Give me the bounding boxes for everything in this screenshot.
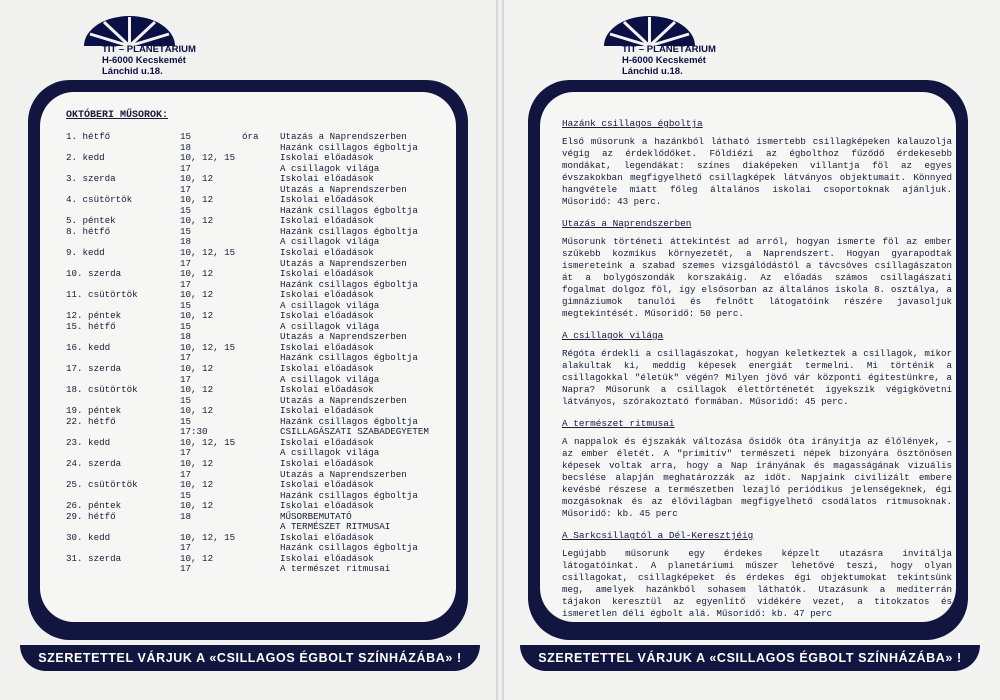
schedule-time: 10, 12 bbox=[180, 173, 214, 185]
article-title-3: A csillagok világa bbox=[562, 330, 664, 341]
schedule-frame bbox=[28, 80, 468, 640]
schedule-program: Iskolai előadások bbox=[280, 268, 374, 280]
schedule-time: 15 bbox=[180, 394, 192, 406]
schedule-program: Iskolai előadások bbox=[280, 310, 374, 322]
schedule-table bbox=[66, 132, 456, 575]
schedule-time: 18 bbox=[180, 331, 192, 343]
logo-line-2: H-6000 Kecskemét bbox=[102, 55, 186, 66]
schedule-time: 18 bbox=[180, 510, 192, 522]
schedule-time: 15 bbox=[180, 225, 192, 237]
schedule-program: Iskolai előadások bbox=[280, 552, 374, 564]
schedule-row bbox=[66, 427, 456, 438]
schedule-day: 26. péntek bbox=[66, 500, 122, 512]
schedule-row bbox=[66, 353, 456, 364]
schedule-row bbox=[66, 132, 456, 143]
schedule-row bbox=[66, 543, 456, 554]
schedule-row bbox=[66, 248, 456, 259]
schedule-day: 25. csütörtök bbox=[66, 479, 138, 491]
schedule-program: A TERMÉSZET RITMUSAI bbox=[280, 521, 391, 533]
schedule-program: Iskolai előadások bbox=[280, 173, 374, 185]
schedule-row bbox=[66, 459, 456, 470]
schedule-row bbox=[66, 332, 456, 343]
schedule-row bbox=[66, 237, 456, 248]
schedule-time: 10, 12, 15 bbox=[180, 436, 236, 448]
schedule-hour-label: óra bbox=[242, 131, 259, 142]
schedule-day: 23. kedd bbox=[66, 436, 111, 448]
schedule-day: 29. hétfő bbox=[66, 510, 116, 522]
schedule-program: A természet ritmusai bbox=[280, 563, 391, 575]
schedule-row bbox=[66, 259, 456, 270]
schedule-day: 18. csütörtök bbox=[66, 384, 138, 396]
schedule-day: 3. szerda bbox=[66, 173, 116, 185]
schedule-time: 17 bbox=[180, 373, 192, 385]
schedule-program: Iskolai előadások bbox=[280, 384, 374, 396]
schedule-time: 10, 12, 15 bbox=[180, 247, 236, 259]
schedule-program: CSILLAGÁSZATI SZABADEGYETEM bbox=[280, 426, 429, 438]
schedule-heading: OKTÓBERI MŰSOROK: bbox=[66, 110, 169, 121]
schedule-row bbox=[66, 438, 456, 449]
schedule-program: Iskolai előadások bbox=[280, 436, 374, 448]
schedule-time: 10, 12 bbox=[180, 384, 214, 396]
schedule-time: 15 bbox=[180, 204, 192, 216]
schedule-time: 17 bbox=[180, 542, 192, 554]
schedule-row bbox=[66, 164, 456, 175]
schedule-day: 9. kedd bbox=[66, 247, 105, 259]
schedule-row bbox=[66, 290, 456, 301]
schedule-program: Utazás a Naprendszerben bbox=[280, 257, 407, 269]
article-title-5: A Sarkcsillagtól a Dél-Keresztjéig bbox=[562, 530, 754, 541]
schedule-day: 12. péntek bbox=[66, 310, 122, 322]
logo-line-3: Lánchid u.18. bbox=[622, 66, 683, 77]
schedule-day: 19. péntek bbox=[66, 405, 122, 417]
descriptions-frame bbox=[528, 80, 968, 640]
article-title-1: Hazánk csillagos égboltja bbox=[562, 118, 703, 129]
schedule-day: 17. szerda bbox=[66, 363, 122, 375]
schedule-time: 17 bbox=[180, 257, 192, 269]
schedule-program: Hazánk csillagos égboltja bbox=[280, 204, 418, 216]
logo-line-2: H-6000 Kecskemét bbox=[622, 55, 706, 66]
schedule-day: 31. szerda bbox=[66, 552, 122, 564]
schedule-time: 10, 12 bbox=[180, 405, 214, 417]
schedule-row bbox=[66, 564, 456, 575]
logo-line-1: TIT – PLANETÁRIUM bbox=[622, 44, 716, 55]
schedule-program: Hazánk csillagos égboltja bbox=[280, 415, 418, 427]
schedule-time: 10, 12 bbox=[180, 289, 214, 301]
schedule-day: 15. hétfő bbox=[66, 320, 116, 332]
schedule-program: Hazánk csillagos égboltja bbox=[280, 141, 418, 153]
schedule-program: A csillagok világa bbox=[280, 320, 380, 332]
logo-line-3: Lánchid u.18. bbox=[102, 66, 163, 77]
schedule-day: 30. kedd bbox=[66, 531, 111, 543]
schedule-program: Utazás a Naprendszerben bbox=[280, 468, 407, 480]
schedule-row bbox=[66, 227, 456, 238]
schedule-time: 10, 12 bbox=[180, 268, 214, 280]
schedule-time: 15 bbox=[180, 131, 192, 142]
schedule-row bbox=[66, 364, 456, 375]
schedule-row bbox=[66, 206, 456, 217]
article-title-2: Utazás a Naprendszerben bbox=[562, 218, 692, 229]
schedule-program: Hazánk csillagos égboltja bbox=[280, 352, 418, 364]
article-text-5: Legújabb műsorunk egy érdekes képzelt utazásra invitálja látogatóinkat. A planetáriumi műszer lehetővé teszi, hogy olyan csillagokat, csillagképeket és érdekes égi objektumokat tekintsünk meg, amelyek hazánkból sohasem láthatók. Utazásunk a mediterrán tájakon keresztül az egyenlítő vidékére vezet, a titokzatos és ismeretlen déli égbolt alá. Műsoridő: kb. 47 perc bbox=[562, 548, 952, 619]
schedule-row bbox=[66, 491, 456, 502]
schedule-day: 8. hétfő bbox=[66, 225, 111, 237]
logo-address-right bbox=[622, 44, 716, 77]
schedule-time: 10, 12 bbox=[180, 310, 214, 322]
schedule-program: A csillagok világa bbox=[280, 299, 380, 311]
article-title-4: A természet ritmusai bbox=[562, 418, 675, 429]
schedule-row bbox=[66, 153, 456, 164]
schedule-time: 10, 12 bbox=[180, 500, 214, 512]
schedule-day: 10. szerda bbox=[66, 268, 122, 280]
schedule-day: 11. csütörtök bbox=[66, 289, 138, 301]
schedule-time: 10, 12, 15 bbox=[180, 341, 236, 353]
logo-address bbox=[102, 44, 196, 77]
schedule-time: 15 bbox=[180, 415, 192, 427]
schedule-time: 17 bbox=[180, 563, 192, 575]
schedule-program: Iskolai előadások bbox=[280, 405, 374, 417]
schedule-time: 17 bbox=[180, 468, 192, 480]
descriptions-panel bbox=[540, 92, 956, 622]
schedule-row bbox=[66, 522, 456, 533]
schedule-program: Iskolai előadások bbox=[280, 479, 374, 491]
article-text-1: Első műsorunk a hazánkból látható ismertebb csillagképeken kalauzolja végig az érdeklődőket. Földiézi az égbolthoz fűződő érdekesebb mondákat, legendákat: színes diaképeken villantja föl az egyes évszakokban megfigyelhető csillagképek látványos objektumait. Könnyed hangvétele miatt főleg általános iskolai csoportoknak ajánljuk. Műsoridő: 43 perc. bbox=[562, 136, 952, 207]
schedule-day: 1. hétfő bbox=[66, 131, 111, 142]
schedule-time: 18 bbox=[180, 236, 192, 248]
schedule-program: Iskolai előadások bbox=[280, 457, 374, 469]
schedule-time: 10, 12, 15 bbox=[180, 152, 236, 164]
schedule-row bbox=[66, 554, 456, 565]
planetarium-dome-icon bbox=[82, 14, 177, 48]
schedule-time: 10, 12 bbox=[180, 457, 214, 469]
schedule-day: 2. kedd bbox=[66, 152, 105, 164]
program-descriptions bbox=[562, 118, 952, 622]
schedule-program: Iskolai előadások bbox=[280, 531, 374, 543]
schedule-row bbox=[66, 301, 456, 312]
schedule-program: A csillagok világa bbox=[280, 162, 380, 174]
logo-line-1: TIT – PLANETÁRIUM bbox=[102, 44, 196, 55]
schedule-row bbox=[66, 501, 456, 512]
schedule-time: 10, 12 bbox=[180, 194, 214, 206]
schedule-time: 17 bbox=[180, 447, 192, 459]
schedule-day: 22. hétfő bbox=[66, 415, 116, 427]
schedule-time: 17 bbox=[180, 162, 192, 174]
schedule-row bbox=[66, 143, 456, 154]
article-text-2: Műsorunk történeti áttekintést ad arról, hogyan ismerte föl az ember szűkebb kozmikus környezetét, a Naprendszert. Hogyan gyarapodtak ismereteink a szabad szemes vizsgálódástól a távcsöves csillagászaton át a bolygószondák korszakáig. Az előadás számos csillagászati fogalmat dolgoz föl, így elsősorban az általános iskola 8. osztálya, a gimnáziumok tanulói és felnőtt látogatóink részére javasoljuk megtekintését. Műsoridő: 50 perc. bbox=[562, 236, 952, 319]
schedule-program: Iskolai előadások bbox=[280, 194, 374, 206]
schedule-row bbox=[66, 512, 456, 523]
schedule-program: A csillagok világa bbox=[280, 236, 380, 248]
schedule-program: Utazás a Naprendszerben bbox=[280, 131, 407, 142]
article-text-3: Régóta érdekli a csillagászokat, hogyan keletkeztek a csillagok, mikor alakultak ki, meddig képesek energiát termelni. Mi történik a csillagokkal "életük" végén? Milyen jövő vár központi égitestünkre, a Napra? Műsorunk a csillagok élettörténetét igyekszik végigkövetni látványos, szórakoztató formában. Műsoridő: 45 perc. bbox=[562, 348, 952, 407]
schedule-time: 10, 12 bbox=[180, 363, 214, 375]
schedule-program: Utazás a Naprendszerben bbox=[280, 394, 407, 406]
schedule-row bbox=[66, 448, 456, 459]
schedule-time: 15 bbox=[180, 489, 192, 501]
schedule-day: 5. péntek bbox=[66, 215, 116, 227]
schedule-program: Hazánk csillagos égboltja bbox=[280, 278, 418, 290]
schedule-program: Iskolai előadások bbox=[280, 247, 374, 259]
schedule-row bbox=[66, 396, 456, 407]
schedule-time: 10, 12 bbox=[180, 479, 214, 491]
schedule-day: 16. kedd bbox=[66, 341, 111, 353]
schedule-program: Iskolai előadások bbox=[280, 289, 374, 301]
schedule-time: 17:30 bbox=[180, 426, 208, 438]
schedule-time: 10, 12 bbox=[180, 552, 214, 564]
schedule-time: 17 bbox=[180, 278, 192, 290]
schedule-program: Iskolai előadások bbox=[280, 500, 374, 512]
planetarium-dome-icon bbox=[602, 14, 697, 48]
right-page bbox=[500, 0, 1000, 700]
schedule-program: Utazás a Naprendszerben bbox=[280, 331, 407, 343]
schedule-program: A csillagok világa bbox=[280, 447, 380, 459]
page-gutter bbox=[496, 0, 504, 700]
schedule-program: MŰSORBEMUTATÓ bbox=[280, 510, 352, 522]
schedule-program: Hazánk csillagos égboltja bbox=[280, 489, 418, 501]
schedule-time: 10, 12, 15 bbox=[180, 531, 236, 543]
schedule-program: Iskolai előadások bbox=[280, 341, 374, 353]
schedule-program: Iskolai előadások bbox=[280, 152, 374, 164]
planetarium-logo-right bbox=[580, 14, 730, 76]
footer-banner-left: SZERETETTEL VÁRJUK A «CSILLAGOS ÉGBOLT SZÍNHÁZÁBA» ! bbox=[20, 645, 480, 671]
schedule-program: Iskolai előadások bbox=[280, 363, 374, 375]
schedule-program: Utazás a Naprendszerben bbox=[280, 183, 407, 195]
schedule-row bbox=[66, 480, 456, 491]
article-text-4: A nappalok és éjszakák változása ősidők óta irányítja az élőlények, – az ember életét. A "primitív" természeti népek bizonyára ösztönösen képesek voltak arra, hogy a Nap irányának és magasságának vizuális becslése alapján meghatározzák az időt. Napjaink civilizált embere kevésbé részese a természetben lezajló periódikus jelenségeknek, égi mozgásoknak és az élővilágban megfigyelhető csodálatos ritmusoknak. Műsoridő: kb. 45 perc bbox=[562, 436, 952, 519]
schedule-row bbox=[66, 311, 456, 322]
schedule-time: 15 bbox=[180, 320, 192, 332]
schedule-program: Iskolai előadások bbox=[280, 215, 374, 227]
footer-banner-right: SZERETETTEL VÁRJUK A «CSILLAGOS ÉGBOLT SZÍNHÁZÁBA» ! bbox=[520, 645, 980, 671]
schedule-panel bbox=[40, 92, 456, 622]
schedule-time: 17 bbox=[180, 352, 192, 364]
schedule-time: 15 bbox=[180, 299, 192, 311]
schedule-program: Hazánk csillagos égboltja bbox=[280, 542, 418, 554]
schedule-day: 24. szerda bbox=[66, 457, 122, 469]
schedule-program: A csillagok világa bbox=[280, 373, 380, 385]
schedule-time: 10, 12 bbox=[180, 215, 214, 227]
schedule-day: 4. csütörtök bbox=[66, 194, 133, 206]
planetarium-logo bbox=[60, 14, 210, 76]
schedule-time: 17 bbox=[180, 183, 192, 195]
schedule-program: Hazánk csillagos égboltja bbox=[280, 225, 418, 237]
schedule-time: 18 bbox=[180, 141, 192, 153]
